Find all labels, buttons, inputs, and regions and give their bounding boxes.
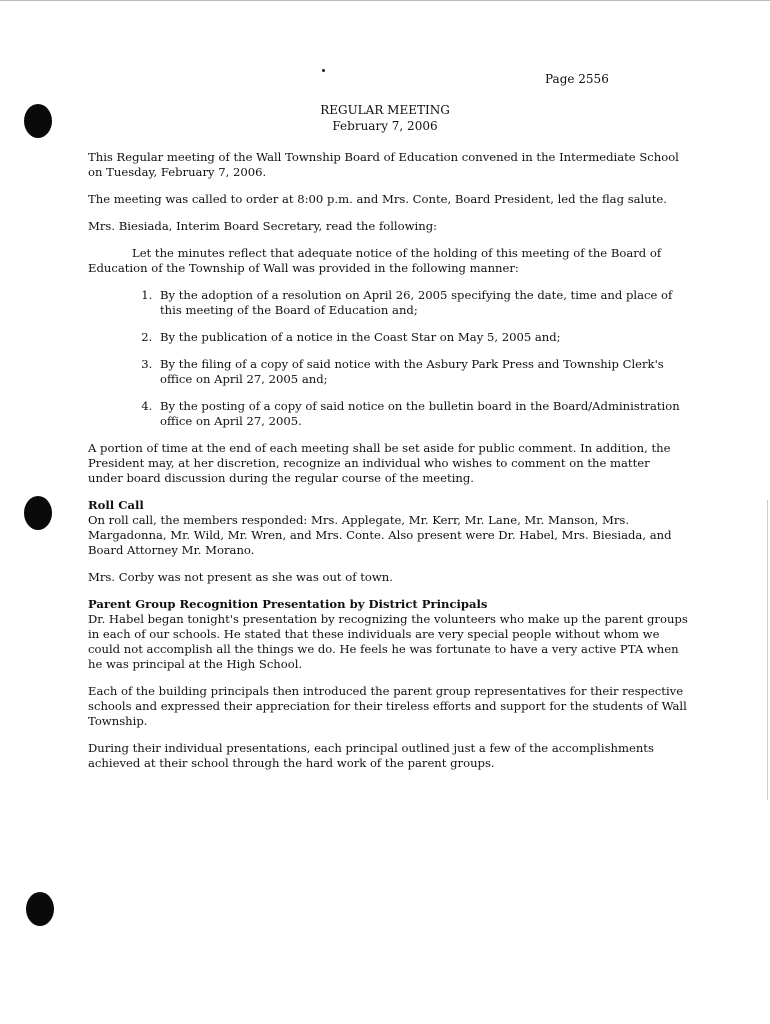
section-heading: Parent Group Recognition Presentation by District Principals [88,597,488,611]
meeting-title: REGULAR MEETING [320,103,450,117]
paragraph: The meeting was called to order at 8:00 p.m. and Mrs. Conte, Board President, led the flag salute. [88,192,667,206]
list-item: 2. By the publication of a notice in the Coast Star on May 5, 2005 and; [156,330,688,345]
roll-call-section [88,498,688,558]
list-item: 3. By the filing of a copy of said notice with the Asbury Park Press and Township Clerk's office on April 27, 2005 and; [156,357,688,387]
paragraph: Each of the building principals then introduced the parent group representatives for their respective schools and expressed their appreciation for their tireless efforts and support for the students of Wall Township. [88,684,687,728]
paragraph: Let the minutes reflect that adequate notice of the holding of this meeting of the Board of Education of the Township of Wall was provided in the following manner: [88,246,662,275]
scan-edge [767,500,768,800]
notice-list [88,288,688,429]
scan-speck [322,69,325,72]
document-header [0,102,770,134]
presentation-section [88,597,688,672]
paragraph: During their individual presentations, each principal outlined just a few of the accomplishments achieved at their school through the hard work of the parent groups. [88,741,654,770]
paragraph: Mrs. Corby was not present as she was out of town. [88,570,393,584]
list-item: 1. By the adoption of a resolution on April 26, 2005 specifying the date, time and place of this meeting of the Board of Education and; [156,288,688,318]
page-number: Page 2556 [545,72,609,86]
paragraph: Mrs. Biesiada, Interim Board Secretary, read the following: [88,219,438,233]
punch-hole [24,496,52,530]
scan-edge [0,0,770,1]
roll-call-text: On roll call, the members responded: Mrs. Applegate, Mr. Kerr, Mr. Lane, Mr. Manson, Mrs. Margadonna, Mr. Wild, Mr. Wren, and Mrs. Conte. Also present were Dr. Habel, Mrs. Biesiada, and Board Attorney Mr. Morano. [88,513,672,557]
punch-hole [26,892,54,926]
list-item: 4. By the posting of a copy of said notice on the bulletin board in the Board/Administration office on April 27, 2005. [156,399,688,429]
meeting-date: February 7, 2006 [332,119,438,133]
section-heading: Roll Call [88,498,144,512]
paragraph: A portion of time at the end of each meeting shall be set aside for public comment. In addition, the President may, at her discretion, recognize an individual who wishes to comment on the matter under board discussion during the regular course of the meeting. [88,441,671,485]
document-body [88,150,688,783]
presentation-text: Dr. Habel began tonight's presentation by recognizing the volunteers who make up the parent groups in each of our schools. He stated that these individuals are very special people without whom we could not accomplish all the things we do. He feels he was fortunate to have a very active PTA when he was principal at the High School. [88,612,688,671]
paragraph: This Regular meeting of the Wall Township Board of Education convened in the Intermediate School on Tuesday, February 7, 2006. [88,150,679,179]
